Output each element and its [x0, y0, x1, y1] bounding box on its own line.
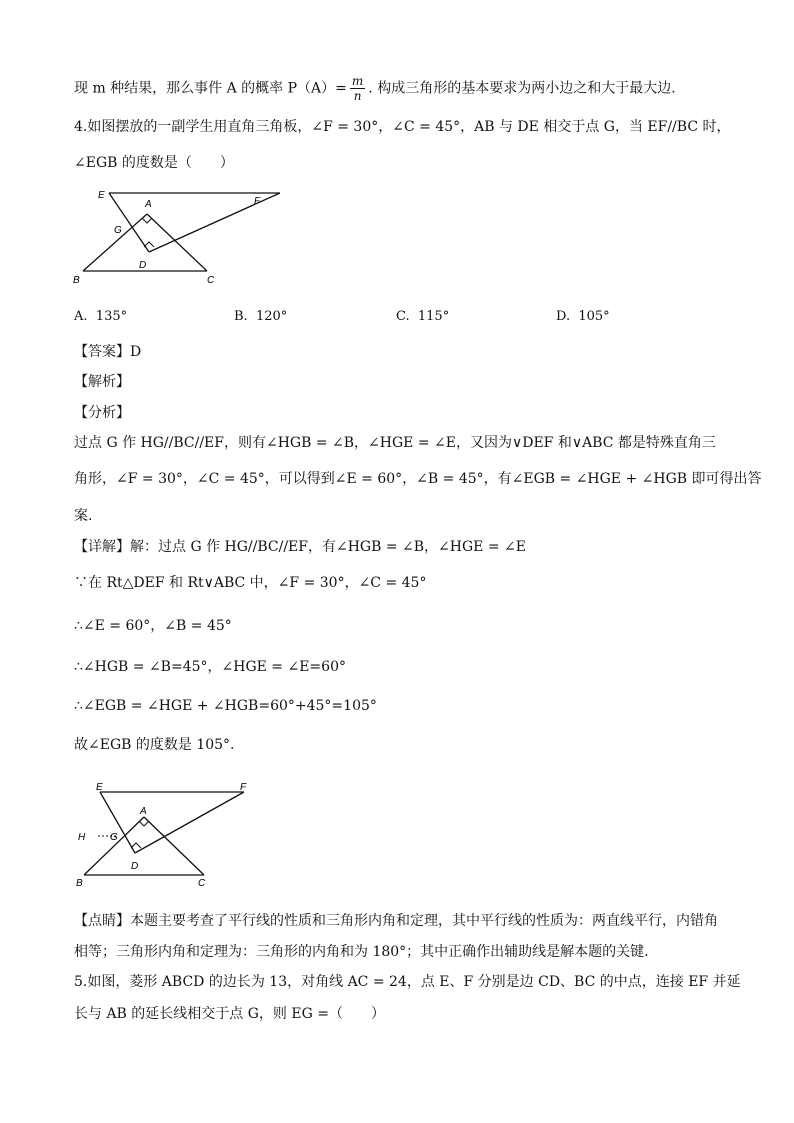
text-line-1: [74, 74, 676, 103]
answer-line: 【答案】D: [74, 344, 142, 360]
fig2-label-G: G: [110, 832, 118, 843]
label-B: B: [73, 275, 80, 286]
label-C: C: [207, 275, 215, 286]
fig2-label-D: D: [131, 861, 139, 872]
option-b: B. 120°: [234, 309, 288, 324]
option-a: A. 135°: [74, 309, 128, 324]
solution-line-6: 故∠EGB 的度数是 105°.: [74, 737, 235, 753]
solution-line-3: ∴∠E = 60°，∠B = 45°: [74, 618, 232, 634]
label-F: F: [254, 196, 261, 207]
label-E: E: [98, 190, 105, 201]
figure-1-triangles: [70, 186, 280, 286]
solution-line-1: 【详解】解：过点 G 作 HG//BC//EF，有∠HGB = ∠B，∠HGE = ∠E: [74, 539, 526, 555]
fenxi-heading: 【分析】: [74, 405, 130, 421]
fraction-denominator: n: [353, 89, 362, 103]
label-G: G: [114, 225, 122, 236]
fig2-label-H: H: [78, 832, 86, 843]
probability-fraction: [350, 74, 365, 103]
question-5-line-1: 5.如图，菱形 ABCD 的边长为 13，对角线 AC = 24，点 E、F 分别是边 CD、BC 的中点，连接 EF 并延: [74, 974, 741, 990]
fig2-label-C: C: [198, 878, 206, 888]
question-4-line-2: ∠EGB 的度数是（ ）: [74, 155, 234, 171]
analysis-heading: 【解析】: [74, 374, 130, 390]
option-d: D. 105°: [556, 309, 610, 324]
fig2-label-B: B: [76, 878, 83, 888]
option-c: C. 115°: [396, 309, 450, 324]
analysis-line-1: 过点 G 作 HG//BC//EF，则有∠HGB = ∠B，∠HGE = ∠E，又因为∨DEF 和∨ABC 都是特殊直角三: [74, 435, 716, 451]
fig2-label-E: E: [96, 782, 103, 793]
solution-line-2: ∵在 Rt△DEF 和 Rt∨ABC 中，∠F = 30°，∠C = 45°: [74, 575, 427, 591]
line-1-part-a: 现 m 种结果，那么事件 A 的概率 P（A）=: [74, 80, 347, 97]
fig2-label-A: A: [140, 806, 147, 817]
question-5-line-2: 长与 AB 的延长线相交于点 G，则 EG =（ ）: [74, 1006, 385, 1022]
line-1-part-b: . 构成三角形的基本要求为两小边之和大于最大边.: [368, 80, 676, 97]
solution-line-5: ∴∠EGB = ∠HGE + ∠HGB=60°+45°=105°: [74, 698, 377, 714]
label-A: A: [145, 199, 152, 210]
solution-line-4: ∴∠HGB = ∠B=45°，∠HGE = ∠E=60°: [74, 659, 346, 675]
analysis-line-3: 案.: [74, 508, 93, 524]
analysis-line-2: 角形，∠F = 30°，∠C = 45°，可以得到∠E = 60°，∠B = 45°，有∠EGB = ∠HGE + ∠HGB 即可得出答: [74, 471, 762, 487]
question-4-line-1: 4.如图摆放的一副学生用直角三角板，∠F = 30°，∠C = 45°，AB 与 DE 相交于点 G，当 EF//BC 时，: [74, 119, 731, 135]
label-D: D: [139, 260, 147, 271]
figure-2-triangles: [76, 778, 266, 888]
dianjing-line-1: 【点睛】本题主要考查了平行线的性质和三角形内角和定理，其中平行线的性质为：两直线平行，内错角: [74, 913, 718, 929]
fig2-label-F: F: [240, 782, 247, 793]
dianjing-line-2: 相等；三角形内角和定理为：三角形的内角和为 180°；其中正确作出辅助线是解本题的关键.: [74, 944, 649, 960]
fraction-numerator: m: [351, 74, 364, 88]
